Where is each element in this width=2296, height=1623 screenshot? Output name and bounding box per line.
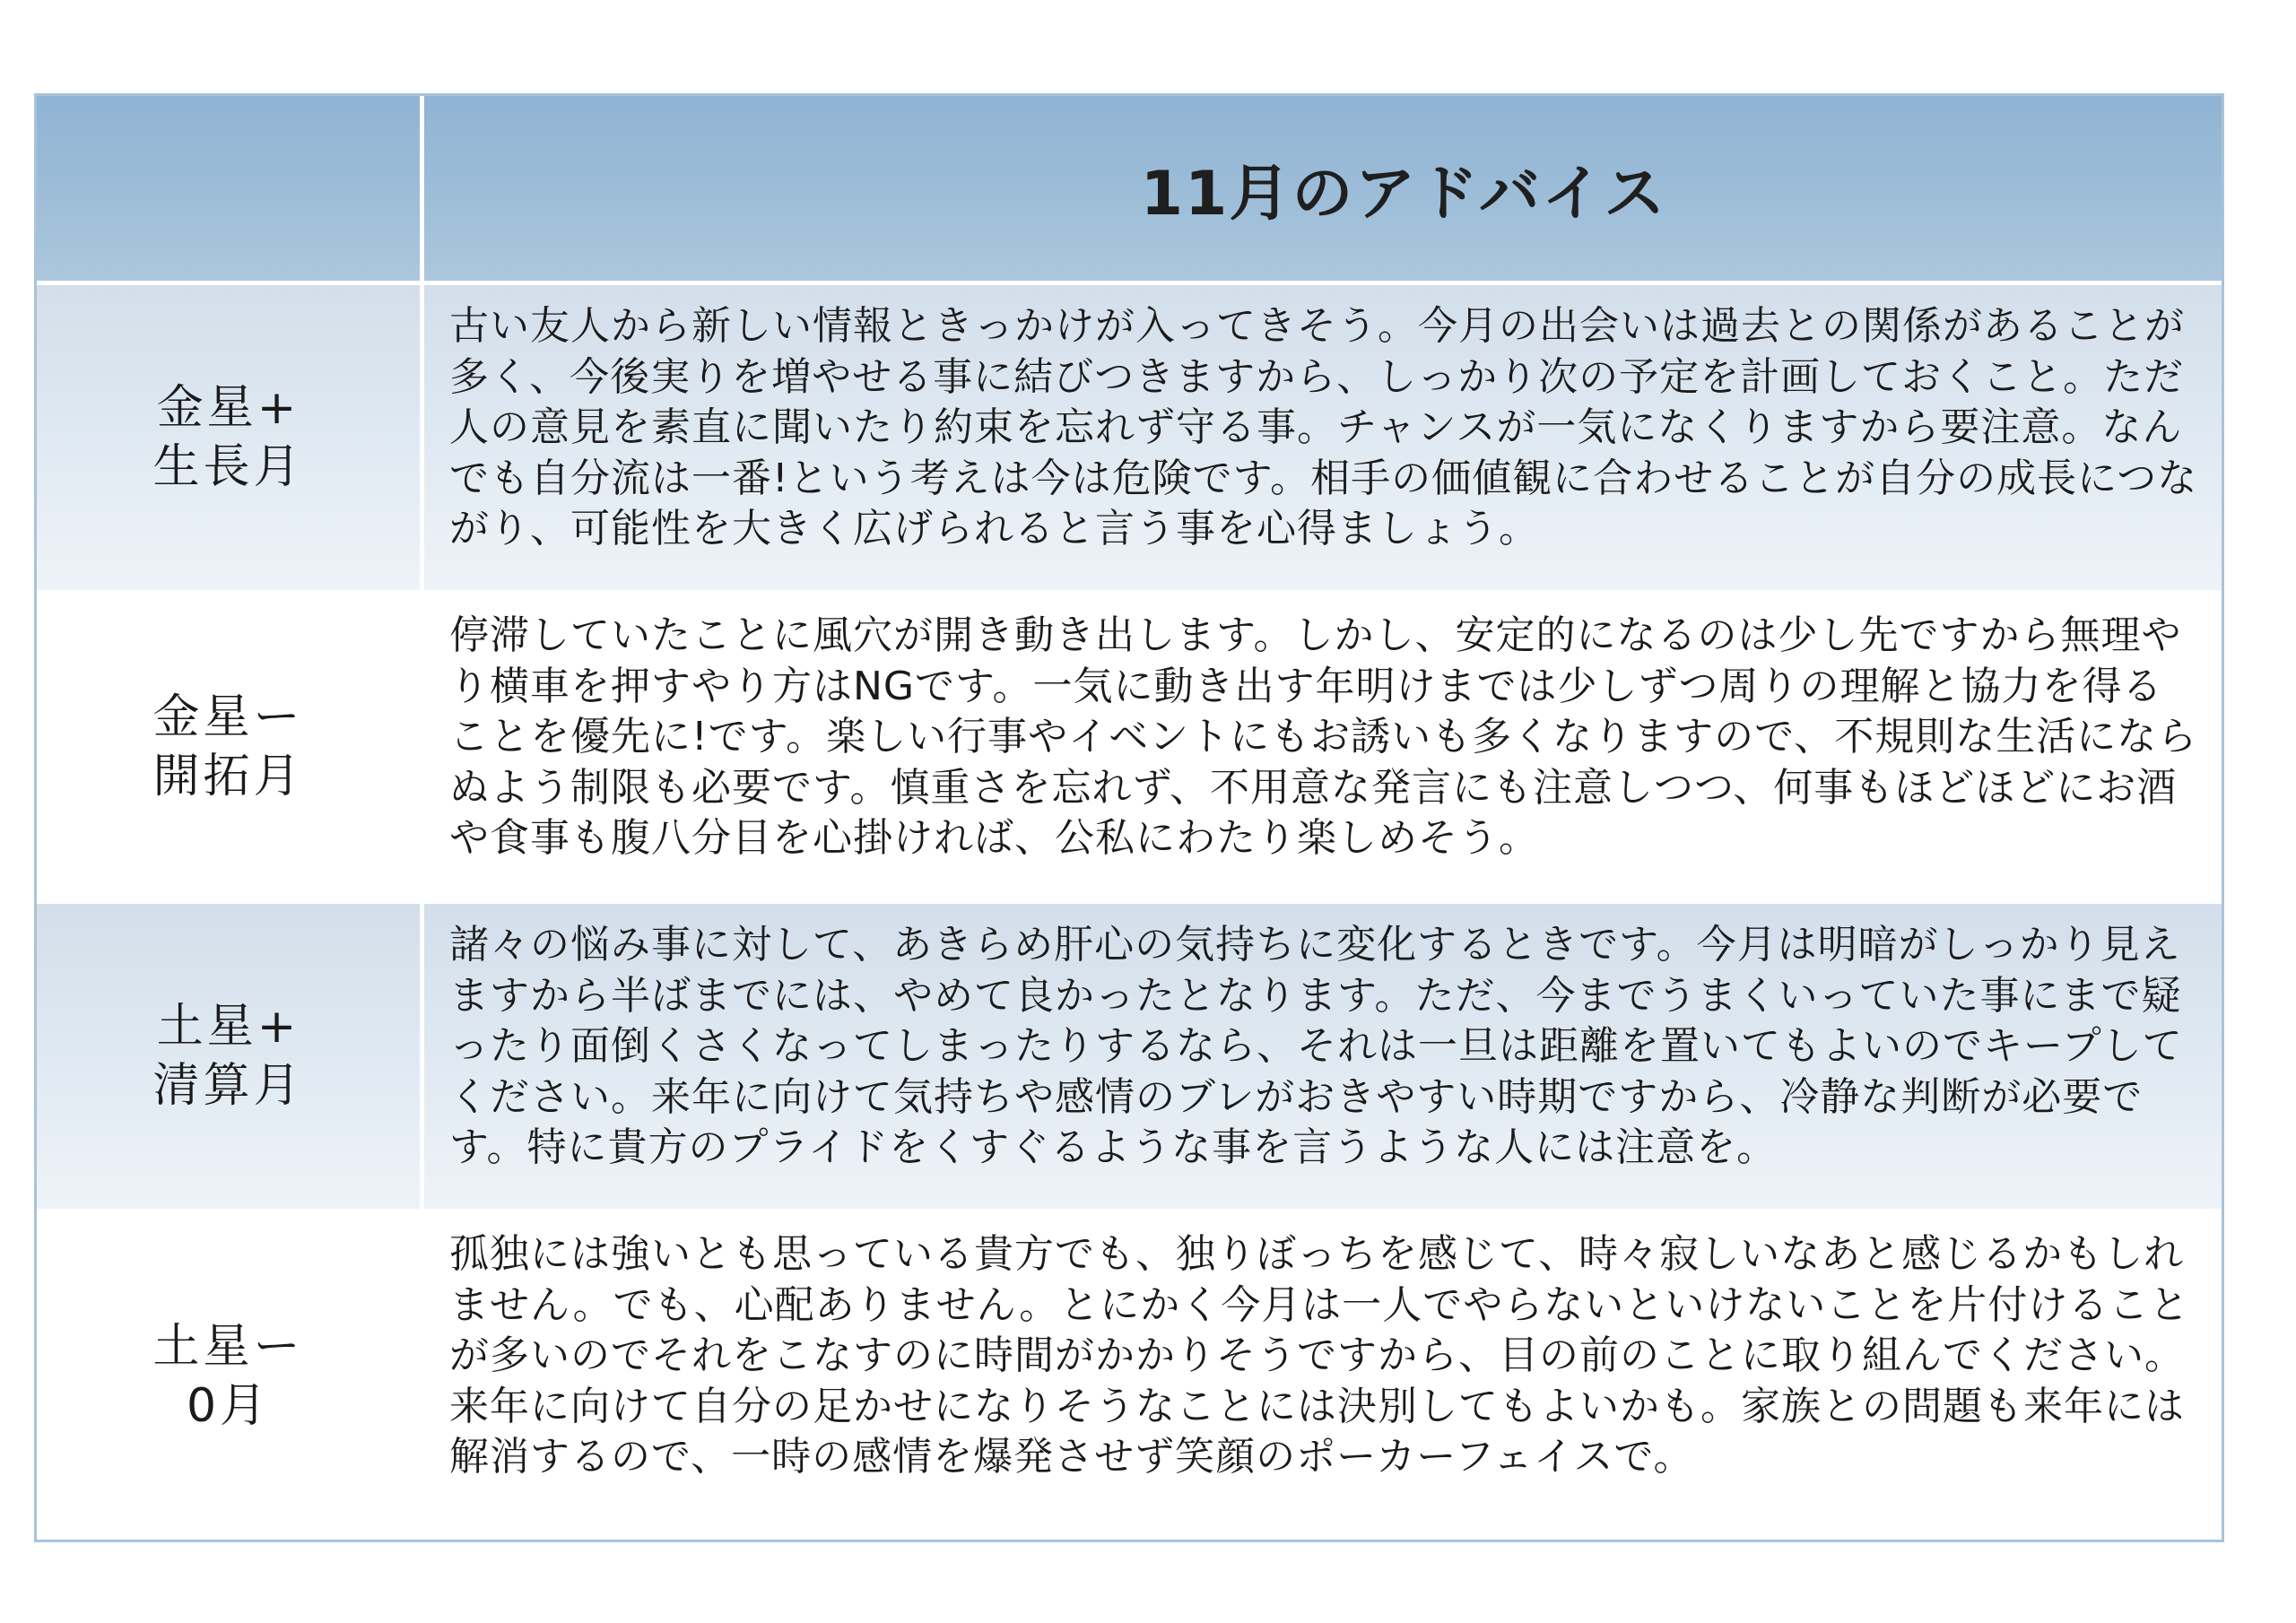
row-2-text-cell [424,590,2222,899]
row-2-advice-text: 停滞していたことに風穴が開き動き出します。しかし、安定的になるのは少し先ですから無理やり横車を押すやり方はNGです。一気に動き出す年明けまでは少しずつ周りの理解と協力を得ることを優先に!です。楽しい行事やイベントにもお誘いも多くなりますので、不規則な生活にならぬよう制限も必要です。慎重さを忘れず、不用意な発言にも注意しつつ、何事もほどほどにお酒や食事も腹八分目を心掛ければ、公私にわたり楽しめそう。 [449,612,2198,862]
advice-table [34,93,2224,1542]
row-4-advice-text: 孤独には強いとも思っている貴方でも、独りぼっちを感じて、時々寂しいなあと感じるかもしれません。でも、心配ありません。とにかく今月は一人でやらないといけないことを片付けることが多いのでそれをこなすのに時間がかかりそうですから、目の前のことに取り組んでください。来年に向けて自分の足かせになりそうなことには決別してもよいかも。家族との問題も来年には解消するので、一時の感情を爆発させず笑顔のポーカーフェイスで。 [449,1231,2190,1480]
row-4-label-cell [37,1209,424,1540]
row-2-label-cell [37,590,424,899]
row-1-advice-text: 古い友人から新しい情報ときっかけが入ってきそう。今月の出会いは過去との関係があることが多く、今後実りを増やせる事に結びつきますから、しっかり次の予定を計画しておくこと。ただ人の意見を素直に聞いたり約束を忘れず守る事。チャンスが一気になくりますから要注意。なんでも自分流は一番!という考えは今は危険です。相手の価値観に合わせることが自分の成長につながり、可能性を大きく広げられると言う事を心得ましょう。 [449,303,2198,552]
row-4-label-line1: 土星ー [152,1320,304,1374]
row-1-label-line2: 生長月 [152,440,304,494]
page-title: 11月のアドバイス [1140,158,1667,230]
row-1-text-cell [424,281,2222,590]
row-1-label-cell [37,281,424,590]
row-3-label-cell [37,899,424,1209]
row-2-label-line1: 金星ー [152,690,304,744]
row-3-label-line1: 土星+ [156,1000,300,1054]
header-title-cell [424,96,2222,281]
row-3-advice-text: 諸々の悩み事に対して、あきらめ肝心の気持ちに変化するときです。今月は明暗がしっかり見えますから半ばまでには、やめて良かったとなります。ただ、今までうまくいっていた事にまで疑ったり面倒くさくなってしまったりするなら、それは一旦は距離を置いてもよいのでキープしてください。来年に向けて気持ちや感情のブレがおきやすい時期ですから、冷静な判断が必要です。特に貴方のプライドをくすぐるような事を言うような人には注意を。 [449,922,2183,1171]
row-3-label-line2: 清算月 [152,1059,304,1113]
header-left-cell [37,96,424,281]
row-4-text-cell [424,1209,2222,1540]
row-3-text-cell [424,899,2222,1209]
row-2-label-line2: 開拓月 [152,750,304,803]
row-4-label-line2: 0月 [186,1379,271,1433]
row-1-label-line1: 金星+ [156,381,300,435]
